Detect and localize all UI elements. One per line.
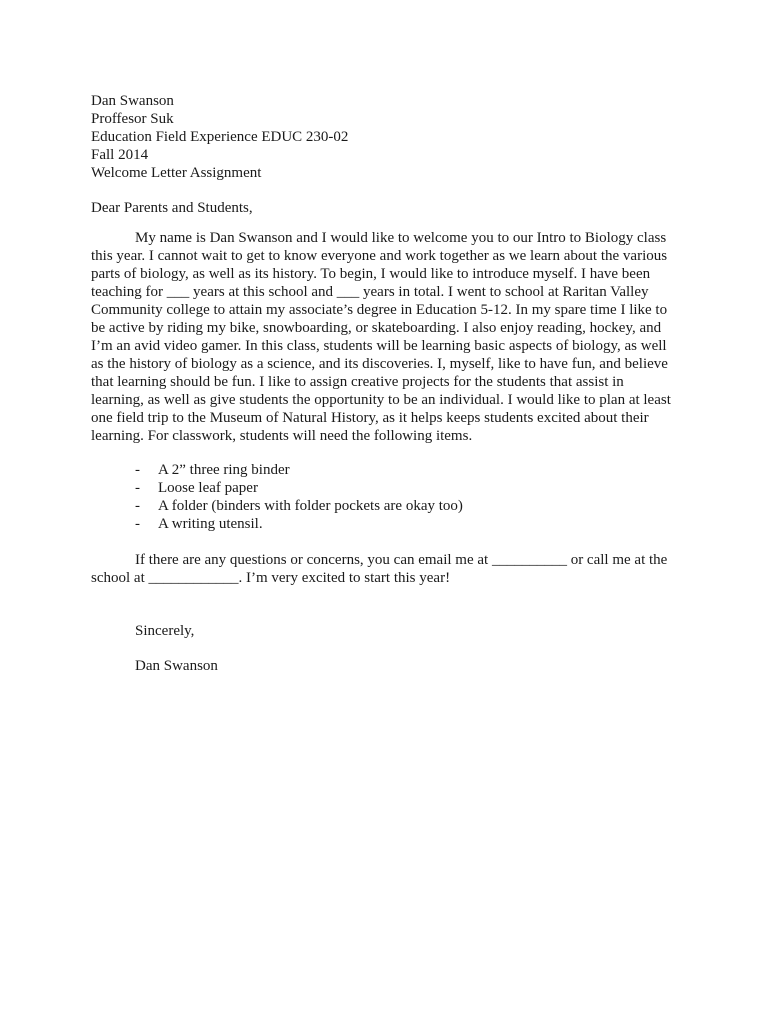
list-item	[135, 479, 463, 497]
list-item	[135, 497, 463, 515]
course-title: Education Field Experience EDUC 230-02	[91, 129, 349, 145]
complimentary-close: Sincerely,	[135, 623, 195, 639]
list-bullet: -	[135, 462, 140, 478]
author-name: Dan Swanson	[91, 93, 174, 109]
list-item	[135, 461, 463, 479]
assignment-title: Welcome Letter Assignment	[91, 165, 262, 181]
list-bullet: -	[135, 498, 140, 514]
salutation: Dear Parents and Students,	[91, 200, 253, 216]
list-bullet: -	[135, 516, 140, 532]
list-item-text: Loose leaf paper	[158, 480, 258, 496]
signature-name: Dan Swanson	[135, 658, 218, 674]
list-item-text: A folder (binders with folder pockets are okay too)	[158, 498, 463, 514]
professor-name: Proffesor Suk	[91, 111, 174, 127]
closing-paragraph: If there are any questions or concerns, you can email me at __________ or call me at the school at ____________. I’m very excited to start this year!	[91, 552, 668, 586]
list-item	[135, 515, 463, 533]
introduction-paragraph: My name is Dan Swanson and I would like to welcome you to our Intro to Biology class this year. I cannot wait to get to know everyone and work together as we learn about the various parts of biology, as well as its history. To begin, I would like to introduce myself. I have been teaching for ___ years at this school and ___ years in total. I went to school at Raritan Valley Community college to attain my associate’s degree in Education 5-12. In my spare time I like to be active by riding my bike, snowboarding, or skateboarding. I also enjoy reading, hockey, and I’m an avid video gamer. In this class, students will be learning basic aspects of biology, as well as the history of biology as a science, and its discoveries. I, myself, like to have fun, and believe that learning should be fun. I like to assign creative projects for the students that assist in learning, as well as give students the opportunity to be an individual. I would like to plan at least one field trip to the Museum of Natural History, as it helps keeps students excited about their learning. For classwork, students will need the following items.	[91, 230, 671, 444]
list-bullet: -	[135, 480, 140, 496]
term: Fall 2014	[91, 147, 149, 163]
letter-header	[91, 92, 348, 182]
list-item-text: A 2” three ring binder	[158, 462, 290, 478]
supply-list	[135, 461, 463, 533]
list-item-text: A writing utensil.	[158, 516, 263, 532]
